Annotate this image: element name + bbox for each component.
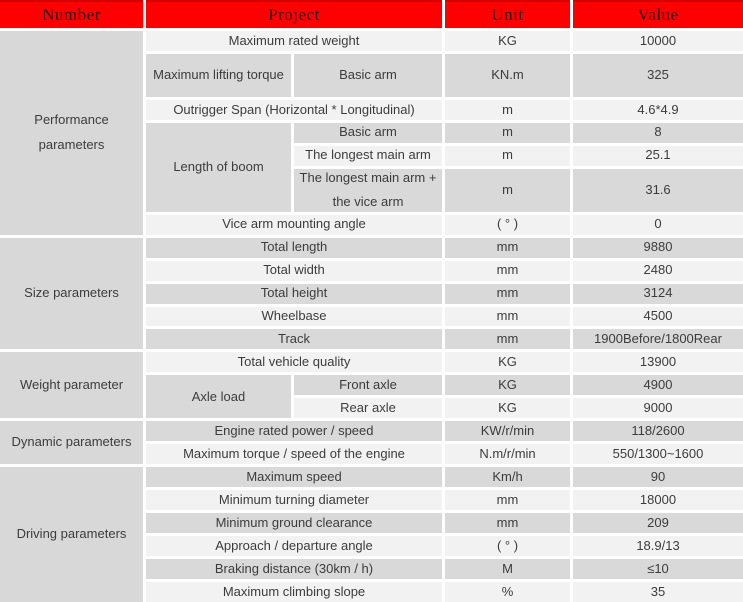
project-cell: Approach / departure angle	[146, 536, 442, 556]
header-cell-unit: Unit	[445, 0, 570, 28]
unit-cell: mm	[445, 261, 570, 281]
value-cell: 18.9/13	[573, 536, 743, 556]
unit-cell: m	[445, 123, 570, 143]
header-cell-project: Project	[146, 0, 442, 28]
unit-cell: ( ° )	[445, 215, 570, 235]
value-cell: 209	[573, 513, 743, 533]
unit-cell: mm	[445, 329, 570, 349]
project-cell: Track	[146, 329, 442, 349]
header-cell-number: Number	[0, 0, 143, 28]
value-cell: 4.6*4.9	[573, 100, 743, 120]
value-cell: 0	[573, 215, 743, 235]
value-cell: 4900	[573, 375, 743, 395]
section-cell-driving-parameters: Driving parameters	[0, 467, 143, 602]
section-cell-dynamic-parameters: Dynamic parameters	[0, 421, 143, 464]
unit-cell: KG	[445, 398, 570, 418]
unit-cell: m	[445, 146, 570, 166]
value-cell: 8	[573, 123, 743, 143]
project-cell: Total vehicle quality	[146, 352, 442, 372]
unit-cell: M	[445, 559, 570, 579]
group-cell-length-of-boom: Length of boom	[146, 123, 291, 212]
unit-cell: KG	[445, 352, 570, 372]
unit-cell: KG	[445, 375, 570, 395]
group-cell-maximum-lifting-torque: Maximum lifting torque	[146, 54, 291, 97]
section-cell-performance-parameters: Performance parameters	[0, 31, 143, 235]
project-cell: Maximum rated weight	[146, 31, 442, 51]
unit-cell: m	[445, 169, 570, 212]
project-cell: Maximum torque / speed of the engine	[146, 444, 442, 464]
unit-cell: KW/r/min	[445, 421, 570, 441]
value-cell: 1900Before/1800Rear	[573, 329, 743, 349]
unit-cell: Km/h	[445, 467, 570, 487]
section-cell-size-parameters: Size parameters	[0, 238, 143, 350]
section-cell-weight-parameter: Weight parameter	[0, 352, 143, 418]
project-cell: Rear axle	[294, 398, 442, 418]
project-cell: Basic arm	[294, 123, 442, 143]
value-cell: 10000	[573, 31, 743, 51]
value-cell: 325	[573, 54, 743, 97]
unit-cell: mm	[445, 284, 570, 304]
project-cell: Basic arm	[294, 54, 442, 97]
project-cell: Maximum climbing slope	[146, 582, 442, 602]
value-cell: ≤10	[573, 559, 743, 579]
unit-cell: ( ° )	[445, 536, 570, 556]
project-cell: Front axle	[294, 375, 442, 395]
value-cell: 13900	[573, 352, 743, 372]
project-cell: Wheelbase	[146, 307, 442, 327]
project-cell: Minimum ground clearance	[146, 513, 442, 533]
project-cell: Total length	[146, 238, 442, 258]
project-cell: Vice arm mounting angle	[146, 215, 442, 235]
project-cell: The longest main arm	[294, 146, 442, 166]
project-cell: Maximum speed	[146, 467, 442, 487]
project-cell: Engine rated power / speed	[146, 421, 442, 441]
project-cell: The longest main arm + the vice arm	[294, 169, 442, 212]
value-cell: 35	[573, 582, 743, 602]
value-cell: 18000	[573, 490, 743, 510]
project-cell: Total height	[146, 284, 442, 304]
value-cell: 550/1300~1600	[573, 444, 743, 464]
value-cell: 4500	[573, 307, 743, 327]
project-cell: Total width	[146, 261, 442, 281]
value-cell: 31.6	[573, 169, 743, 212]
unit-cell: mm	[445, 307, 570, 327]
header-cell-value: Value	[573, 0, 743, 28]
value-cell: 90	[573, 467, 743, 487]
unit-cell: mm	[445, 513, 570, 533]
project-cell: Outrigger Span (Horizontal * Longitudinal)	[146, 100, 442, 120]
unit-cell: mm	[445, 490, 570, 510]
value-cell: 118/2600	[573, 421, 743, 441]
project-cell: Braking distance (30km / h)	[146, 559, 442, 579]
project-cell: Minimum turning diameter	[146, 490, 442, 510]
value-cell: 3124	[573, 284, 743, 304]
value-cell: 9000	[573, 398, 743, 418]
unit-cell: mm	[445, 238, 570, 258]
unit-cell: %	[445, 582, 570, 602]
group-cell-axle-load: Axle load	[146, 375, 291, 418]
unit-cell: m	[445, 100, 570, 120]
unit-cell: KN.m	[445, 54, 570, 97]
unit-cell: KG	[445, 31, 570, 51]
unit-cell: N.m/r/min	[445, 444, 570, 464]
value-cell: 2480	[573, 261, 743, 281]
value-cell: 9880	[573, 238, 743, 258]
value-cell: 25.1	[573, 146, 743, 166]
